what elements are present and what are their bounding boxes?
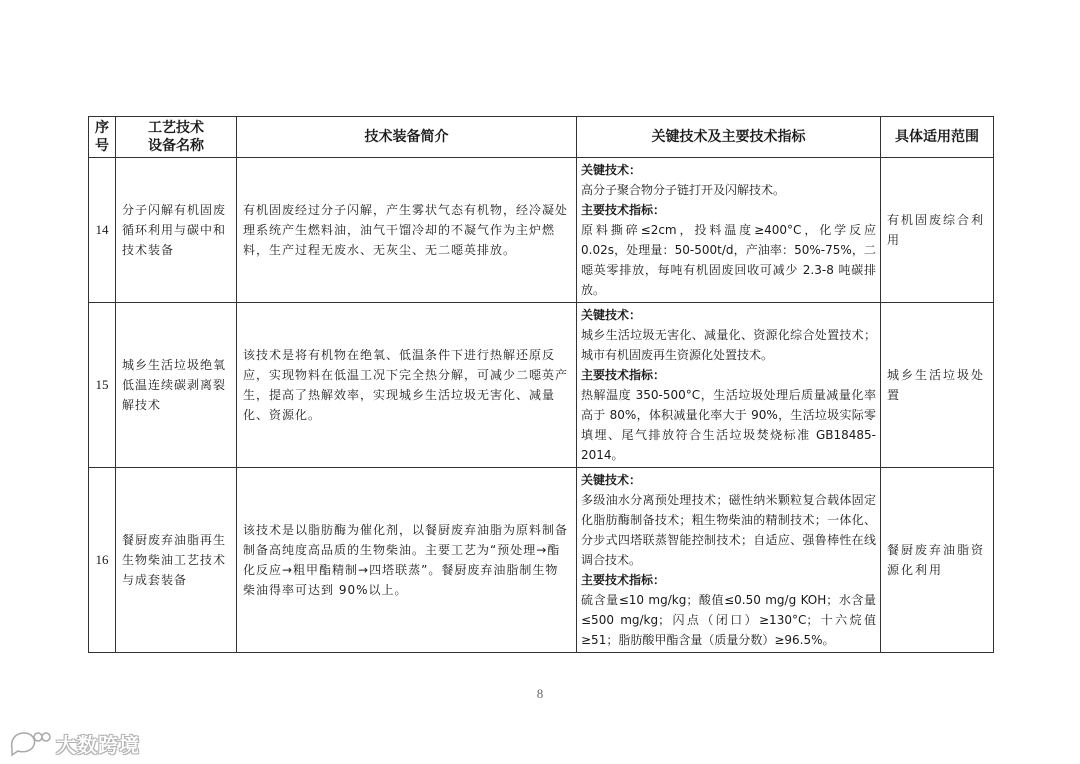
page-number: 8 bbox=[536, 686, 544, 701]
header-no: 序 号 bbox=[89, 117, 116, 158]
index-text: 原料撕碎≤2cm，投料温度≥400°C，化学反应 0.02s，处理量：50-500t/d，产油率：50%-75%，二噁英零排放，每吨有机固废回收可减少 2.3-8 吨碳排放。 bbox=[581, 223, 876, 297]
key-tech-title: 关键技术： bbox=[581, 163, 642, 177]
row-intro: 该技术是将有机物在绝氧、低温条件下进行热解还原反应，实现物料在低温工况下完全热分解，可减少二噁英产生，提高了热解效率，实现城乡生活垃圾无害化、减量化、资源化。 bbox=[237, 303, 577, 468]
row-intro: 该技术是以脂肪酶为催化剂，以餐厨废弃油脂为原料制备制备高纯度高品质的生物柴油。主要工艺为“预处理→酯化反应→粗甲酯精制→四塔联蒸”。餐厨废弃油脂制生物柴油得率可达到 90%以上。 bbox=[237, 468, 577, 653]
key-tech-title: 关键技术： bbox=[581, 308, 642, 322]
row-number: 16 bbox=[89, 468, 116, 653]
chat-bubble-logo-icon bbox=[8, 729, 52, 757]
row-scope: 餐厨废弃油脂资源化利用 bbox=[881, 468, 994, 653]
row-name: 城乡生活垃圾绝氧低温连续碳剥离裂解技术 bbox=[116, 303, 237, 468]
table-header-row bbox=[89, 117, 994, 158]
key-tech-text: 多级油水分离预处理技术；磁性纳米颗粒复合载体固定化脂肪酶制备技术；粗生物柴油的精制技术；一体化、分步式四塔联蒸智能控制技术；自适应、强鲁棒性在线调合技术。 bbox=[581, 493, 876, 567]
table-row bbox=[89, 468, 994, 653]
watermark bbox=[8, 728, 140, 758]
index-text: 硫含量≤10 mg/kg；酸值≤0.50 mg/g KOH；水含量≤500 mg/kg；闪点（闭口）≥130°C；十六烷值≥51；脂肪酸甲酯含量（质量分数）≥96.5%。 bbox=[581, 593, 876, 647]
tech-table-container bbox=[88, 116, 993, 653]
row-scope: 城乡生活垃圾处置 bbox=[881, 303, 994, 468]
index-title: 主要技术指标： bbox=[581, 203, 666, 217]
header-intro: 技术装备简介 bbox=[237, 117, 577, 158]
row-key-tech bbox=[577, 303, 881, 468]
index-text: 热解温度 350-500°C，生活垃圾处理后质量减量化率高于 80%，体积减量化率大于 90%，生活垃圾实际零填埋、尾气排放符合生活垃圾焚烧标准 GB18485-2014。 bbox=[581, 388, 876, 462]
row-name: 分子闪解有机固废循环利用与碳中和技术装备 bbox=[116, 158, 237, 303]
row-name: 餐厨废弃油脂再生生物柴油工艺技术与成套装备 bbox=[116, 468, 237, 653]
watermark-text: 大数跨境 bbox=[56, 732, 140, 757]
header-scope: 具体适用范围 bbox=[881, 117, 994, 158]
header-name: 工艺技术 设备名称 bbox=[116, 117, 237, 158]
key-tech-text: 高分子聚合物分子链打开及闪解技术。 bbox=[581, 183, 786, 197]
row-key-tech bbox=[577, 158, 881, 303]
index-title: 主要技术指标： bbox=[581, 573, 666, 587]
key-tech-title: 关键技术： bbox=[581, 473, 642, 487]
index-title: 主要技术指标： bbox=[581, 368, 666, 382]
tech-equipment-table bbox=[88, 116, 994, 653]
row-number: 15 bbox=[89, 303, 116, 468]
table-row bbox=[89, 303, 994, 468]
row-intro: 有机固废经过分子闪解，产生雾状气态有机物，经冷凝处理系统产生燃料油，油气干馏冷却的不凝气作为主炉燃料，生产过程无废水、无灰尘、无二噁英排放。 bbox=[237, 158, 577, 303]
row-key-tech bbox=[577, 468, 881, 653]
row-number: 14 bbox=[89, 158, 116, 303]
row-scope: 有机固废综合利用 bbox=[881, 158, 994, 303]
header-key: 关键技术及主要技术指标 bbox=[577, 117, 881, 158]
key-tech-text: 城乡生活垃圾无害化、减量化、资源化综合处置技术；城市有机固废再生资源化处置技术。 bbox=[581, 328, 876, 362]
table-row bbox=[89, 158, 994, 303]
